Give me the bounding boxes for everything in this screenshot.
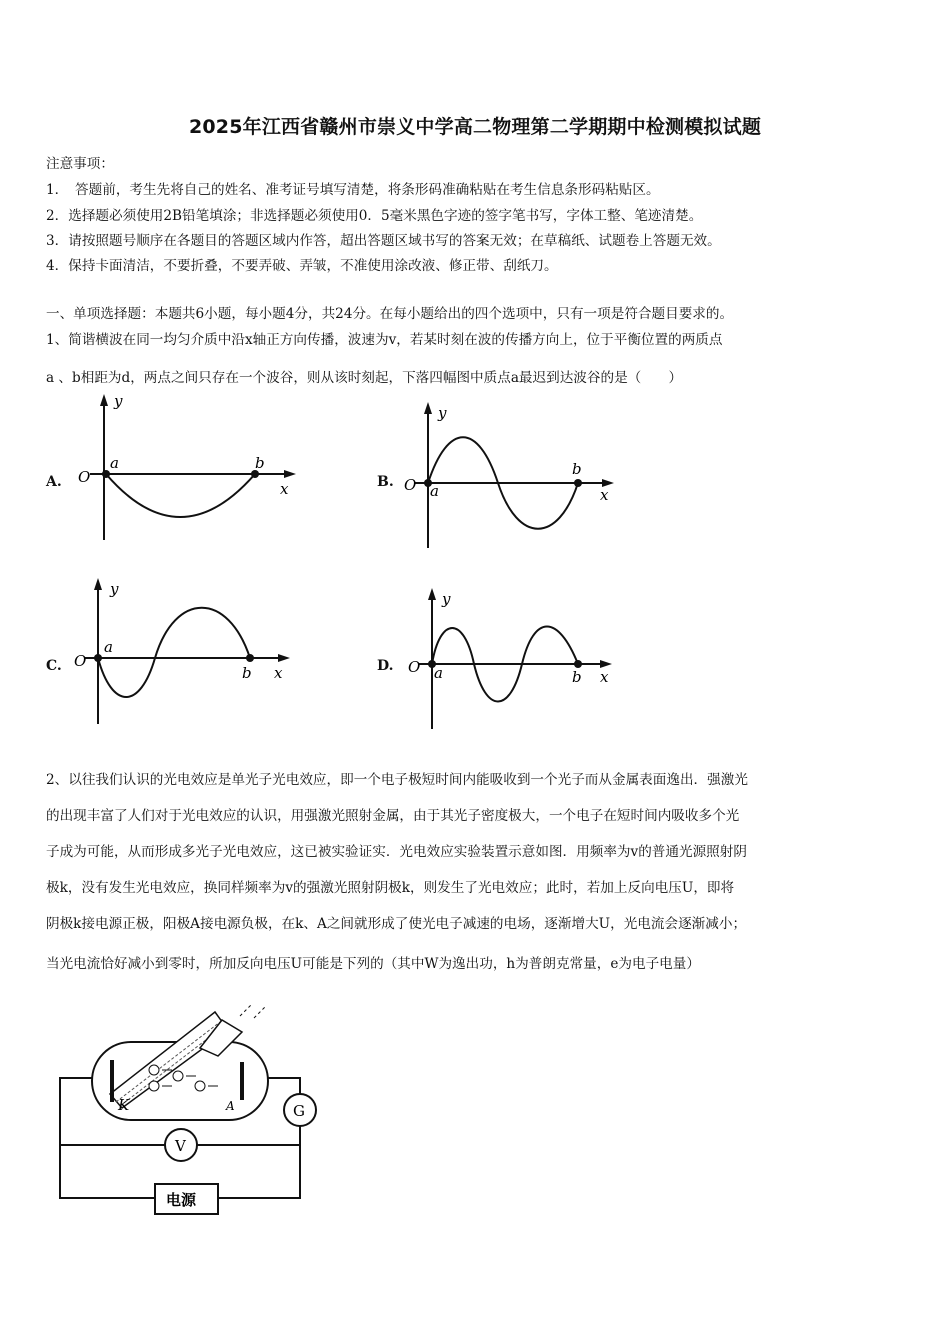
point-a-label: a xyxy=(430,482,439,500)
voltmeter-label: V xyxy=(175,1137,186,1155)
x-axis-label: x xyxy=(280,480,289,498)
photoelectric-circuit-diagram xyxy=(50,990,330,1215)
option-c-label: C. xyxy=(46,658,62,674)
x-axis-label: x xyxy=(600,668,609,686)
x-axis-label: x xyxy=(274,664,283,682)
option-b-label: B. xyxy=(377,474,394,490)
anode-label: A xyxy=(226,1099,235,1113)
notice-item: 4．保持卡面清洁，不要折叠，不要弄破、弄皱，不准使用涂改液、修正带、刮纸刀。 xyxy=(46,258,558,274)
option-d-label: D. xyxy=(377,658,394,674)
point-b-label: b xyxy=(572,460,582,478)
notice-heading: 注意事项： xyxy=(46,156,114,172)
question-1-text: a 、b相距为d，两点之间只存在一个波谷，则从该时刻起，下落四幅图中质点a最迟到达波谷的是（ ） xyxy=(46,370,683,386)
origin-label: O xyxy=(404,476,417,494)
point-b-label: b xyxy=(572,668,582,686)
question-2-text: 2、以往我们认识的光电效应是单光子光电效应，即一个电子极短时间内能吸收到一个光子而从金属表面逸出．强激光 xyxy=(46,772,748,788)
origin-label: O xyxy=(408,658,421,676)
question-2-text: 子成为可能，从而形成多光子光电效应，这已被实验证实．光电效应实验装置示意如图．用频率为v的普通光源照射阴 xyxy=(46,844,747,860)
option-a-label: A. xyxy=(46,474,62,490)
section-heading: 一、单项选择题：本题共6小题，每小题4分，共24分。在每小题给出的四个选项中，只有一项是符合题目要求的。 xyxy=(46,306,734,322)
notice-item: 3．请按照题号顺序在各题目的答题区域内作答，超出答题区域书写的答案无效；在草稿纸、试题卷上答题无效。 xyxy=(46,233,721,249)
power-source-label: 电源 xyxy=(166,1191,197,1209)
point-a-label: a xyxy=(434,664,443,682)
question-2-text: 阴极k接电源正极，阳极A接电源负极，在k、A之间就形成了使光电子减速的电场，逐渐增大U，光电流会逐渐减小； xyxy=(46,916,747,932)
point-a-label: a xyxy=(104,638,113,656)
galvanometer-label: G xyxy=(293,1102,305,1120)
y-axis-label: y xyxy=(114,392,123,410)
wave-graph-d xyxy=(400,586,620,731)
origin-label: O xyxy=(74,652,87,670)
point-b-label: b xyxy=(255,454,265,472)
y-axis-label: y xyxy=(110,580,119,598)
wave-graph-a xyxy=(70,392,300,542)
page-title: 2025年江西省赣州市崇义中学高二物理第二学期期中检测模拟试题 xyxy=(188,116,762,138)
question-2-text: 的出现丰富了人们对于光电效应的认识，用强激光照射金属，由于其光子密度极大，一个电子在短时间内吸收多个光 xyxy=(46,808,740,824)
x-axis-label: x xyxy=(600,486,609,504)
origin-label: O xyxy=(78,468,91,486)
question-2-text: 当光电流恰好减小到零时，所加反向电压U可能是下列的（其中W为逸出功，h为普朗克常量，e为电子电量） xyxy=(46,956,700,972)
y-axis-label: y xyxy=(442,590,451,608)
point-b-label: b xyxy=(242,664,252,682)
wave-graph-c xyxy=(70,576,300,726)
wave-graph-b xyxy=(400,400,620,550)
y-axis-label: y xyxy=(438,404,447,422)
point-a-label: a xyxy=(110,454,119,472)
notice-item: 1． 答题前，考生先将自己的姓名、准考证号填写清楚，将条形码准确粘贴在考生信息条形码粘贴区。 xyxy=(46,182,660,198)
question-2-text: 极k，没有发生光电效应，换同样频率为v的强激光照射阴极k，则发生了光电效应；此时，若加上反向电压U，即将 xyxy=(46,880,735,896)
question-1-text: 1、简谐横波在同一均匀介质中沿x轴正方向传播，波速为v，若某时刻在波的传播方向上，位于平衡位置的两质点 xyxy=(46,332,723,348)
cathode-label: K xyxy=(118,1096,130,1114)
notice-item: 2．选择题必须使用2B铅笔填涂；非选择题必须使用0．5毫米黑色字迹的签字笔书写，字体工整、笔迹清楚。 xyxy=(46,208,703,224)
